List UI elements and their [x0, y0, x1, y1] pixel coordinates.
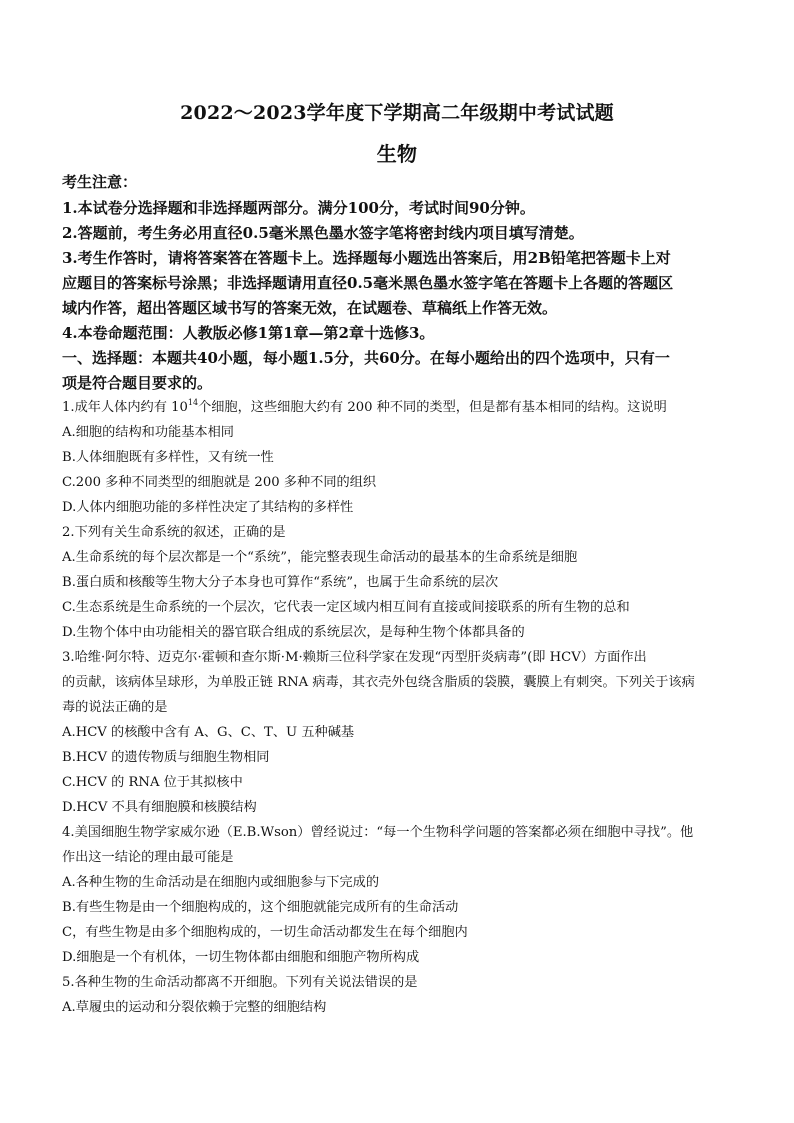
exam-title: 2022～2023学年度下学期高二年级期中考试试题: [180, 102, 614, 124]
notice-item: 4.本卷命题范围：人教版必修1第1章—第2章十选修3。: [62, 324, 435, 342]
notice-item: 域内作答，超出答题区域书写的答案无效，在试题卷、草稿纸上作答无效。: [62, 299, 558, 317]
question-2-option-b[interactable]: B.蛋白质和核酸等生物大分子本身也可算作“系统”，也属于生命系统的层次: [62, 575, 499, 590]
question-2-option-c[interactable]: C.生态系统是生命系统的一个层次，它代表一定区域内相互间有直接或间接联系的所有生物的总和: [62, 600, 630, 615]
notice-item: 1.本试卷分选择题和非选择题两部分。满分100分，考试时间90分钟。: [62, 199, 535, 217]
notice-item: 应题目的答案标号涂黑；非选择题请用直径0.5毫米黑色墨水签字笔在答题卡上各题的答题区: [62, 274, 674, 292]
question-4-stem: 作出这一结论的理由最可能是: [62, 850, 234, 865]
question-3-stem: 的贡献，该病体呈球形，为单股正链 RNA 病毒，其衣壳外包绕含脂质的袋膜，囊膜上有刺突。下列关于该病: [62, 675, 695, 690]
question-1-option-a[interactable]: A.细胞的结构和功能基本相同: [62, 425, 234, 440]
question-5-option-a[interactable]: A.草履虫的运动和分裂依赖于完整的细胞结构: [62, 1000, 327, 1015]
question-1-option-d[interactable]: D.人体内细胞功能的多样性决定了其结构的多样性: [62, 500, 354, 515]
question-5-stem: 5.各种生物的生命活动都离不开细胞。下列有关说法错误的是: [62, 975, 418, 990]
question-1-stem: 1.成年人体内约有 $10^{14}$个细胞，这些细胞大约有 200 种不同的类型，但是都有基本相同的结构。这说明: [62, 398, 667, 415]
question-3-option-a[interactable]: A.HCV 的核酸中含有 A、G、C、T、U 五种碱基: [62, 725, 355, 740]
question-3-option-c[interactable]: C.HCV 的 RNA 位于其拟核中: [62, 775, 243, 790]
question-1-option-c[interactable]: C.200 多种不同类型的细胞就是 200 多种不同的组织: [62, 475, 377, 490]
section-instructions: 项是符合题目要求的。: [62, 374, 213, 392]
question-4-option-a[interactable]: A.各种生物的生命活动是在细胞内或细胞参与下完成的: [62, 875, 380, 890]
question-2-option-a[interactable]: A.生命系统的每个层次都是一个“系统”，能完整表现生命活动的最基本的生命系统是细胞: [62, 550, 578, 565]
question-4-option-c[interactable]: C，有些生物是由多个细胞构成的，一切生命活动都发生在每个细胞内: [62, 925, 468, 940]
notice-heading: 考生注意：: [62, 173, 138, 191]
question-1-option-b[interactable]: B.人体细胞既有多样性，又有统一性: [62, 450, 274, 465]
question-3-stem: 毒的说法正确的是: [62, 700, 168, 715]
question-4-option-b[interactable]: B.有些生物是由一个细胞构成的，这个细胞就能完成所有的生命活动: [62, 900, 459, 915]
subject-title: 生物: [376, 142, 418, 166]
question-3-stem: 3.哈维·阿尔特、迈克尔·霍顿和查尔斯·M·赖斯三位科学家在发现“丙型肝炎病毒”(即 HCV）方面作出: [62, 650, 647, 665]
notice-item: 3.考生作答时，请将答案答在答题卡上。选择题每小题选出答案后，用2B铅笔把答题卡上对: [62, 249, 671, 267]
question-2-option-d[interactable]: D.生物个体中由功能相关的器官联合组成的系统层次，是每种生物个体都具备的: [62, 625, 525, 640]
question-3-option-d[interactable]: D.HCV 不具有细胞膜和核膜结构: [62, 800, 257, 815]
question-4-option-d[interactable]: D.细胞是一个有机体，一切生物体都由细胞和细胞产物所构成: [62, 950, 420, 965]
section-instructions: 一、选择题：本题共40小题，每小题1.5分，共60分。在每小题给出的四个选项中，只有一: [62, 349, 670, 367]
notice-item: 2.答题前，考生务必用直径0.5毫米黑色墨水签字笔将密封线内项目填写清楚。: [62, 224, 584, 242]
question-4-stem: 4.美国细胞生物学家威尔逊（E.B.Wson）曾经说过：“每一个生物科学问题的答案都必须在细胞中寻找”。他: [62, 825, 694, 840]
question-3-option-b[interactable]: B.HCV 的遗传物质与细胞生物相同: [62, 750, 270, 765]
question-2-stem: 2.下列有关生命系统的叙述，正确的是: [62, 525, 286, 540]
